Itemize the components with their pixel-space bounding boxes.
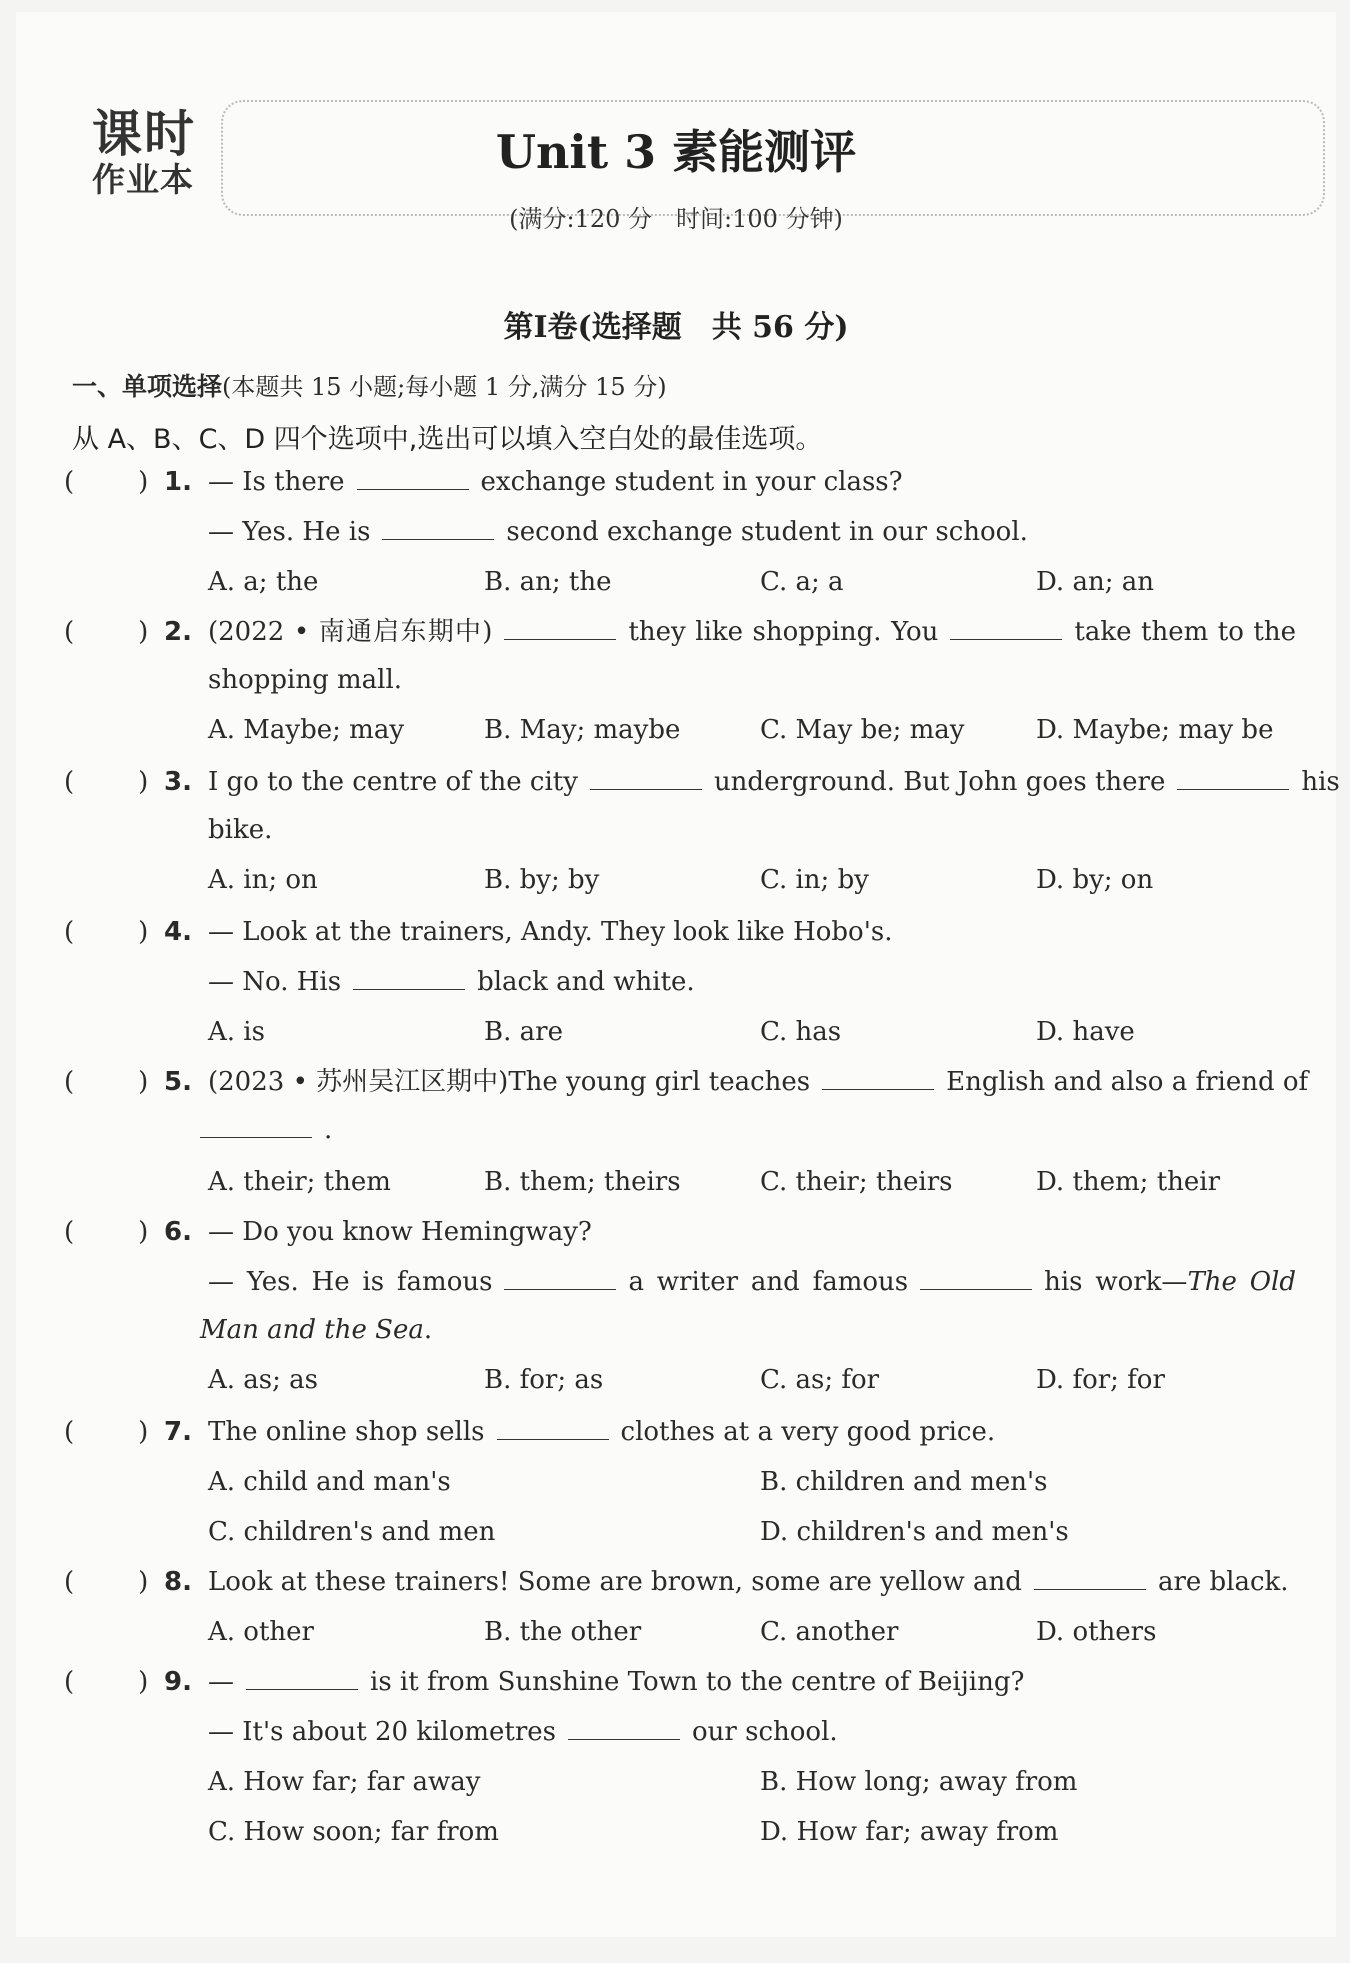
question-line: — Yes. He is famous a writer and famous his work—The Old <box>208 1267 1297 1297</box>
blank[interactable] <box>920 1267 1032 1290</box>
option-c[interactable]: C. as; for <box>760 1365 880 1395</box>
answer-bracket[interactable]: ( ) <box>64 1217 149 1247</box>
page-title: Unit 3 素能测评 <box>495 125 857 179</box>
question-line: . <box>200 1115 1296 1145</box>
section-heading-note: (本题共 15 小题;每小题 1 分,满分 15 分) <box>222 373 667 401</box>
option-b[interactable]: B. How long; away from <box>760 1767 1078 1797</box>
option-c[interactable]: C. in; by <box>760 865 869 895</box>
option-a[interactable]: A. is <box>208 1017 265 1047</box>
question-line: Man and the Sea. <box>200 1315 433 1345</box>
option-d[interactable]: D. by; on <box>1036 865 1154 895</box>
answer-bracket[interactable]: ( ) <box>64 767 149 797</box>
blank[interactable] <box>200 1115 312 1138</box>
logo-line-1: 课时 <box>92 105 196 163</box>
answer-bracket[interactable]: ( ) <box>64 617 149 647</box>
question-number: 4. <box>164 917 192 947</box>
option-a[interactable]: A. Maybe; may <box>208 715 405 745</box>
answer-bracket[interactable]: ( ) <box>64 1067 149 1097</box>
option-c[interactable]: C. another <box>760 1617 899 1647</box>
blank[interactable] <box>357 467 469 490</box>
logo-line-2: 作业本 <box>92 160 194 199</box>
option-c[interactable]: C. their; theirs <box>760 1167 953 1197</box>
answer-bracket[interactable]: ( ) <box>64 467 149 497</box>
option-d[interactable]: D. How far; away from <box>760 1817 1059 1847</box>
option-b[interactable]: B. for; as <box>484 1365 604 1395</box>
question-line: — Do you know Hemingway? <box>208 1217 592 1247</box>
question-line: (2023 • 苏州吴江区期中)The young girl teaches English and also a friend of <box>208 1067 1309 1097</box>
blank[interactable] <box>353 967 465 990</box>
question-number: 8. <box>164 1567 192 1597</box>
blank[interactable] <box>497 1417 609 1440</box>
option-b[interactable]: B. May; maybe <box>484 715 681 745</box>
option-b[interactable]: B. them; theirs <box>484 1167 681 1197</box>
option-b[interactable]: B. the other <box>484 1617 642 1647</box>
question-number: 2. <box>164 617 192 647</box>
answer-bracket[interactable]: ( ) <box>64 1417 149 1447</box>
question-line: I go to the centre of the city underground. But John goes there his <box>208 767 1340 797</box>
blank[interactable] <box>590 767 702 790</box>
option-a[interactable]: A. How far; far away <box>208 1767 481 1797</box>
question-line: (2022 • 南通启东期中) they like shopping. You take them to the <box>208 617 1296 647</box>
question-line: — is it from Sunshine Town to the centre of Beijing? <box>208 1667 1025 1697</box>
option-c[interactable]: C. children's and men <box>208 1517 496 1547</box>
question-line: Look at these trainers! Some are brown, some are yellow and are black. <box>208 1567 1289 1597</box>
question-number: 3. <box>164 767 192 797</box>
section-heading-label: 一、单项选择 <box>72 372 223 401</box>
blank[interactable] <box>950 617 1062 640</box>
option-d[interactable]: D. Maybe; may be <box>1036 715 1274 745</box>
option-b[interactable]: B. by; by <box>484 865 600 895</box>
option-a[interactable]: A. their; them <box>208 1167 391 1197</box>
answer-bracket[interactable]: ( ) <box>64 917 149 947</box>
blank[interactable] <box>504 617 616 640</box>
option-c[interactable]: C. has <box>760 1017 842 1047</box>
blank[interactable] <box>1177 767 1289 790</box>
blank[interactable] <box>568 1717 680 1740</box>
question-line: shopping mall. <box>208 665 403 695</box>
option-a[interactable]: A. other <box>208 1617 314 1647</box>
score-time-note: (满分:120 分 时间:100 分钟) <box>509 205 843 233</box>
question-line: bike. <box>208 815 273 845</box>
question-line: — It's about 20 kilometres our school. <box>208 1717 838 1747</box>
blank[interactable] <box>246 1667 358 1690</box>
option-c[interactable]: C. a; a <box>760 567 844 597</box>
question-line: — Yes. He is second exchange student in our school. <box>208 517 1028 547</box>
worksheet-page <box>16 12 1340 1937</box>
option-d[interactable]: D. have <box>1036 1017 1135 1047</box>
question-number: 6. <box>164 1217 192 1247</box>
section-heading <box>72 367 667 403</box>
volume-title: 第Ⅰ卷(选择题 共 56 分) <box>503 310 849 345</box>
option-d[interactable]: D. children's and men's <box>760 1517 1069 1547</box>
question-line: — Look at the trainers, Andy. They look like Hobo's. <box>208 917 893 947</box>
question-number: 5. <box>164 1067 192 1097</box>
option-c[interactable]: C. May be; may <box>760 715 965 745</box>
option-d[interactable]: D. for; for <box>1036 1365 1165 1395</box>
option-a[interactable]: A. as; as <box>208 1365 319 1395</box>
option-a[interactable]: A. a; the <box>208 567 319 597</box>
option-b[interactable]: B. an; the <box>484 567 612 597</box>
question-line: — Is there exchange student in your class? <box>208 467 903 497</box>
question-number: 9. <box>164 1667 192 1697</box>
question-line: — No. His black and white. <box>208 967 695 997</box>
option-a[interactable]: A. in; on <box>208 865 318 895</box>
answer-bracket[interactable]: ( ) <box>64 1567 149 1597</box>
blank[interactable] <box>822 1067 934 1090</box>
option-a[interactable]: A. child and man's <box>208 1467 451 1497</box>
question-number: 1. <box>164 467 192 497</box>
section-instruction: 从 A、B、C、D 四个选项中,选出可以填入空白处的最佳选项。 <box>72 424 823 455</box>
blank[interactable] <box>382 517 494 540</box>
option-b[interactable]: B. children and men's <box>760 1467 1048 1497</box>
option-c[interactable]: C. How soon; far from <box>208 1817 499 1847</box>
option-d[interactable]: D. others <box>1036 1617 1157 1647</box>
option-d[interactable]: D. them; their <box>1036 1167 1221 1197</box>
question-number: 7. <box>164 1417 192 1447</box>
answer-bracket[interactable]: ( ) <box>64 1667 149 1697</box>
option-d[interactable]: D. an; an <box>1036 567 1154 597</box>
blank[interactable] <box>504 1267 616 1290</box>
blank[interactable] <box>1034 1567 1146 1590</box>
question-line: The online shop sells clothes at a very good price. <box>208 1417 996 1447</box>
option-b[interactable]: B. are <box>484 1017 563 1047</box>
